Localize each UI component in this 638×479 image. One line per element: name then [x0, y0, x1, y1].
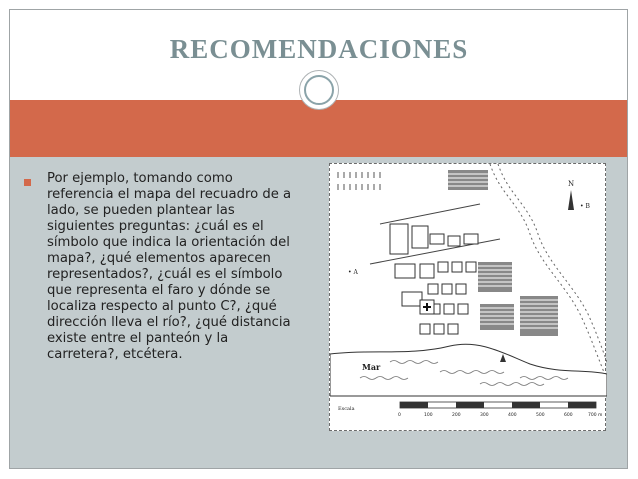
north-arrow-icon	[568, 190, 574, 210]
circle-ornament-inner	[304, 75, 334, 105]
bullet-square-icon	[24, 179, 31, 186]
map-image	[329, 163, 606, 431]
scale-tick: 400	[508, 413, 517, 418]
city-blocks	[390, 224, 478, 334]
scale-tick: 300	[480, 413, 489, 418]
bullet-text: Por ejemplo, tomando como referencia el mapa del recuadro de a lado, se pueden plantear las siguientes preguntas: ¿cuál es el símbolo que indica la orientación del mapa?, ¿qué elementos aparecen representados?, ¿cuál es el símbolo que representa el faro y dónde se localiza respecto al punto C?, ¿qué dirección lleva el río?, ¿qué distancia existe entre el panteón y la carretera?, etcétera.	[47, 171, 292, 362]
scale-tick: 600	[564, 413, 573, 418]
sea-label: Mar	[362, 362, 381, 372]
north-label: N	[568, 180, 575, 188]
scale-tick-labels	[398, 412, 602, 418]
scale-tick: 200	[452, 413, 461, 418]
scale-bar	[400, 402, 596, 408]
scale-tick: 700 m	[588, 413, 603, 418]
scale-label: Escala	[338, 406, 355, 412]
scale-tick: 100	[424, 413, 433, 418]
scale-tick: 0	[398, 413, 401, 418]
scale-tick: 500	[536, 413, 545, 418]
slide-title: RECOMENDACIONES	[169, 34, 469, 64]
orchard-symbols	[338, 172, 380, 190]
map-drawing	[330, 164, 607, 432]
point-b-label: • B	[580, 203, 590, 210]
point-a-label: • A	[348, 269, 358, 276]
